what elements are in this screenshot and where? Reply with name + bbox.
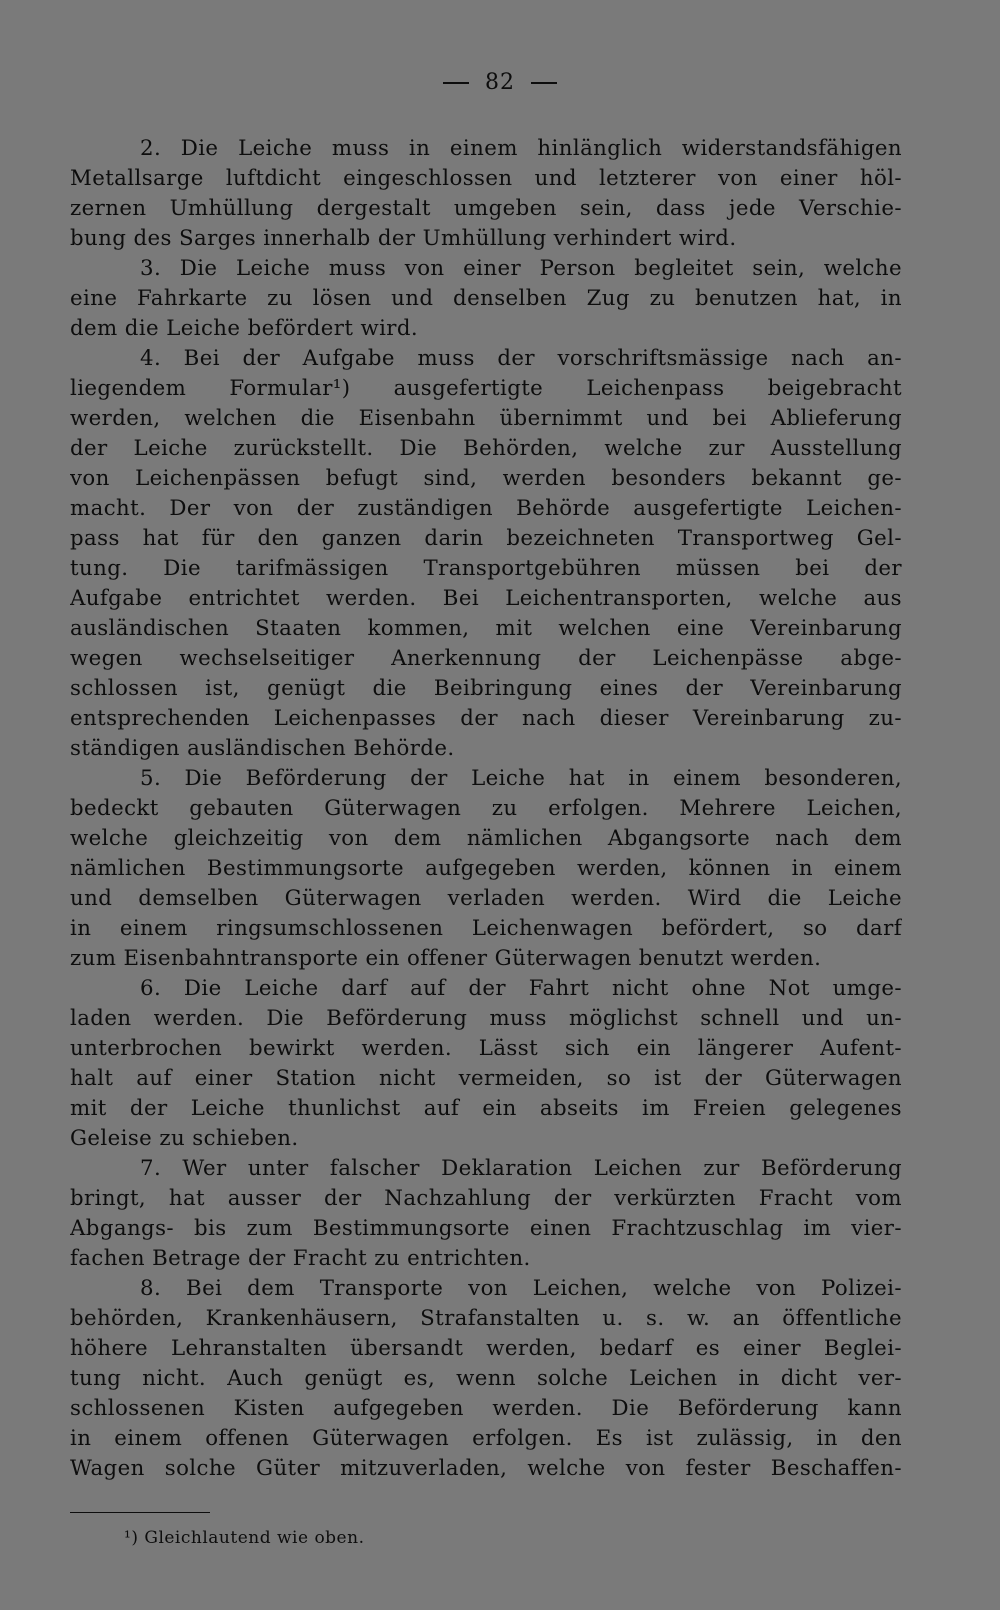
page-header — [0, 70, 1000, 95]
text-line: bringt, hat ausser der Nachzahlung der verkürzten Fracht vom — [70, 1186, 902, 1211]
footnote-mark: ¹) — [124, 1528, 139, 1548]
text-line: nämlichen Bestimmungsorte aufgegeben werden, können in einem — [70, 856, 902, 881]
text-line: höhere Lehranstalten übersandt werden, bedarf es einer Beglei- — [70, 1336, 902, 1361]
text-line: tung nicht. Auch genügt es, wenn solche Leichen in dicht ver- — [70, 1366, 902, 1391]
footnote-text: Gleichlautend wie oben. — [144, 1528, 365, 1548]
text-line: der Leiche zurückstellt. Die Behörden, welche zur Ausstellung — [70, 436, 902, 461]
text-line: ausländischen Staaten kommen, mit welchen eine Vereinbarung — [70, 616, 902, 641]
text-line: 2. Die Leiche muss in einem hinlänglich widerstandsfähigen — [140, 136, 902, 161]
text-line: 8. Bei dem Transporte von Leichen, welche von Polizei- — [140, 1276, 902, 1301]
text-line: werden, welchen die Eisenbahn übernimmt und bei Ablieferung — [70, 406, 902, 431]
text-line: halt auf einer Station nicht vermeiden, so ist der Güterwagen — [70, 1066, 902, 1091]
page-number: 82 — [485, 70, 515, 95]
footnote — [124, 1526, 364, 1550]
text-line: wegen wechselseitiger Anerkennung der Leichenpässe abge- — [70, 646, 902, 671]
footnote-separator — [70, 1512, 210, 1513]
text-line: macht. Der von der zuständigen Behörde ausgefertigte Leichen- — [70, 496, 902, 521]
header-dash-right — [531, 82, 557, 84]
text-line: bung des Sarges innerhalb der Umhüllung verhindert wird. — [70, 226, 737, 251]
text-line: Wagen solche Güter mitzuverladen, welche von fester Beschaffen- — [70, 1456, 902, 1481]
text-line: in einem offenen Güterwagen erfolgen. Es ist zulässig, in den — [70, 1426, 902, 1451]
text-line: zernen Umhüllung dergestalt umgeben sein, dass jede Verschie- — [70, 196, 902, 221]
text-line: in einem ringsumschlossenen Leichenwagen befördert, so darf — [70, 916, 902, 941]
text-line: 3. Die Leiche muss von einer Person begleitet sein, welche — [140, 256, 902, 281]
text-line: 7. Wer unter falscher Deklaration Leichen zur Beförderung — [140, 1156, 902, 1181]
text-line: eine Fahrkarte zu lösen und denselben Zug zu benutzen hat, in — [70, 286, 902, 311]
text-line: behörden, Krankenhäusern, Strafanstalten u. s. w. an öffentliche — [70, 1306, 902, 1331]
text-line: 4. Bei der Aufgabe muss der vorschriftsmässige nach an- — [140, 346, 902, 371]
header-dash-left — [443, 82, 469, 84]
text-line: schlossen ist, genügt die Beibringung eines der Vereinbarung — [70, 676, 902, 701]
text-line: bedeckt gebauten Güterwagen zu erfolgen. Mehrere Leichen, — [70, 796, 902, 821]
text-line: unterbrochen bewirkt werden. Lässt sich ein längerer Aufent- — [70, 1036, 902, 1061]
text-line: Metallsarge luftdicht eingeschlossen und letzterer von einer höl- — [70, 166, 902, 191]
text-line: und demselben Güterwagen verladen werden. Wird die Leiche — [70, 886, 902, 911]
text-line: Abgangs- bis zum Bestimmungsorte einen Frachtzuschlag im vier- — [70, 1216, 902, 1241]
text-line: tung. Die tarifmässigen Transportgebühren müssen bei der — [70, 556, 902, 581]
text-line: ständigen ausländischen Behörde. — [70, 736, 455, 761]
text-line: Aufgabe entrichtet werden. Bei Leichentransporten, welche aus — [70, 586, 902, 611]
text-line: Geleise zu schieben. — [70, 1126, 299, 1151]
text-line: entsprechenden Leichenpasses der nach dieser Vereinbarung zu- — [70, 706, 902, 731]
body-text — [70, 134, 902, 1484]
text-line: 6. Die Leiche darf auf der Fahrt nicht ohne Not umge- — [140, 976, 902, 1001]
text-line: liegendem Formular¹) ausgefertigte Leichenpass beigebracht — [70, 376, 902, 401]
text-line: laden werden. Die Beförderung muss möglichst schnell und un- — [70, 1006, 902, 1031]
text-line: zum Eisenbahntransporte ein offener Güterwagen benutzt werden. — [70, 946, 822, 971]
text-line: welche gleichzeitig von dem nämlichen Abgangsorte nach dem — [70, 826, 902, 851]
text-line: mit der Leiche thunlichst auf ein abseits im Freien gelegenes — [70, 1096, 902, 1121]
text-line: 5. Die Beförderung der Leiche hat in einem besonderen, — [140, 766, 902, 791]
text-line: dem die Leiche befördert wird. — [70, 316, 419, 341]
text-line: von Leichenpässen befugt sind, werden besonders bekannt ge- — [70, 466, 902, 491]
text-line: schlossenen Kisten aufgegeben werden. Die Beförderung kann — [70, 1396, 902, 1421]
text-line: fachen Betrage der Fracht zu entrichten. — [70, 1246, 531, 1271]
text-line: pass hat für den ganzen darin bezeichneten Transportweg Gel- — [70, 526, 902, 551]
